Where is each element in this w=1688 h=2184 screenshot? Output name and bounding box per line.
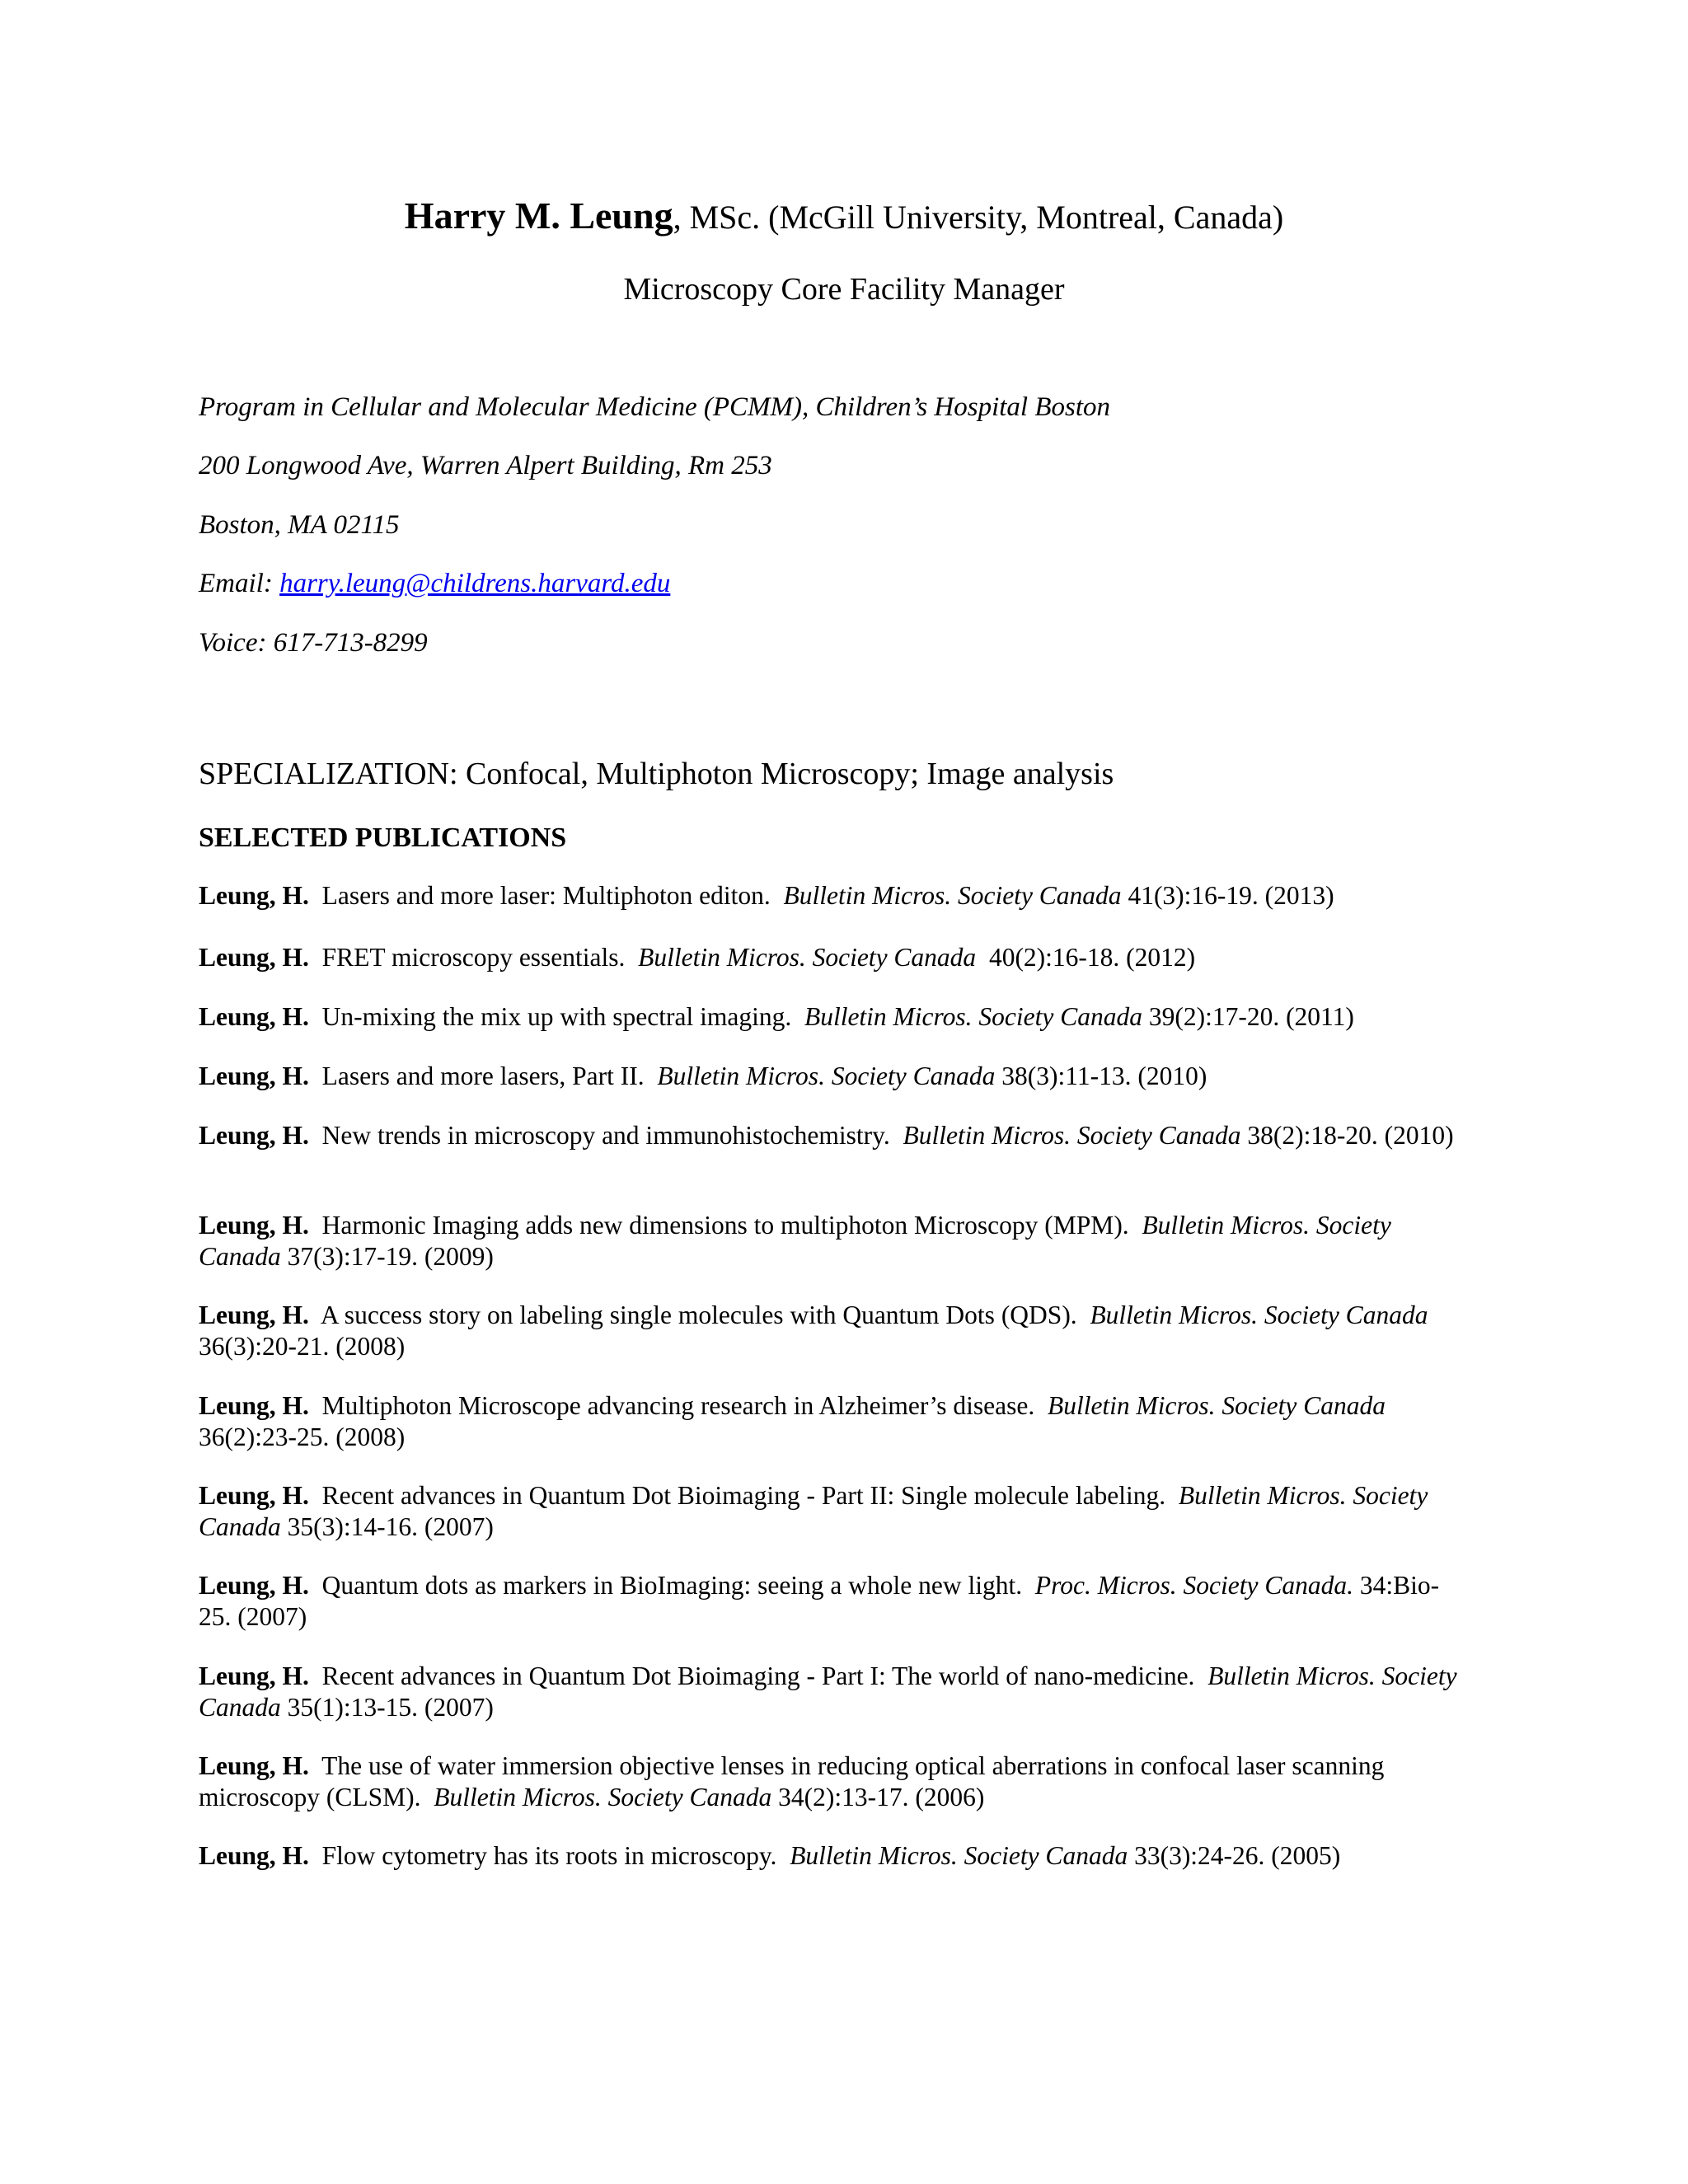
publication-journal: Bulletin Micros. Society Canada xyxy=(783,881,1122,910)
email-link[interactable]: harry.leung@childrens.harvard.edu xyxy=(279,569,671,598)
publication-journal: Bulletin Micros. Society Canada xyxy=(199,1481,1428,1541)
publication-ref: 35(3):14-16. (2007) xyxy=(287,1512,494,1541)
phone-line: Voice: 617-713-8299 xyxy=(199,628,428,658)
credentials: , MSc. (McGill University, Montreal, Canada) xyxy=(673,199,1284,236)
publication-item xyxy=(199,1300,1468,1362)
publication-ref: 33(3):24-26. (2005) xyxy=(1134,1841,1341,1870)
publication-author: Leung, H. xyxy=(199,1062,309,1090)
publication-ref: 35(1):13-15. (2007) xyxy=(287,1693,494,1722)
publication-author: Leung, H. xyxy=(199,1002,309,1031)
publication-author: Leung, H. xyxy=(199,1481,309,1510)
publication-journal: Bulletin Micros. Society Canada xyxy=(903,1121,1241,1150)
publication-item xyxy=(199,1001,1468,1033)
publication-title: A success story on labeling single molecules with Quantum Dots (QDS). xyxy=(320,1301,1077,1329)
publication-journal: Bulletin Micros. Society Canada xyxy=(434,1783,772,1811)
publication-title: Recent advances in Quantum Dot Bioimaging - Part I: The world of nano-medicine. xyxy=(321,1661,1195,1690)
publication-author: Leung, H. xyxy=(199,1121,309,1150)
publication-journal: Bulletin Micros. Society Canada xyxy=(804,1002,1142,1031)
publications-heading: SELECTED PUBLICATIONS xyxy=(199,823,567,853)
publication-title: Flow cytometry has its roots in microscopy. xyxy=(321,1841,777,1870)
publication-item xyxy=(199,1390,1468,1453)
publication-item xyxy=(199,1840,1468,1872)
publication-journal: Bulletin Micros. Society Canada xyxy=(790,1841,1128,1870)
publication-author: Leung, H. xyxy=(199,1751,309,1780)
address-line-city: Boston, MA 02115 xyxy=(199,510,400,540)
publication-journal: Bulletin Micros. Society Canada xyxy=(1090,1301,1428,1329)
publication-author: Leung, H. xyxy=(199,943,309,972)
publication-journal: Proc. Micros. Society Canada. xyxy=(1034,1571,1353,1600)
publication-ref: 34:Bio-25. (2007) xyxy=(199,1571,1440,1631)
publication-item xyxy=(199,1750,1468,1813)
publication-author: Leung, H. xyxy=(199,881,309,910)
specialization: SPECIALIZATION: Confocal, Multiphoton Microscopy; Image analysis xyxy=(199,757,1114,791)
publication-ref: 36(3):20-21. (2008) xyxy=(199,1332,406,1361)
publication-item xyxy=(199,1120,1468,1151)
person-name: Harry M. Leung xyxy=(404,194,673,237)
publication-title: Multiphoton Microscope advancing research in Alzheimer’s disease. xyxy=(321,1391,1035,1420)
publication-item xyxy=(199,1480,1468,1543)
publication-title: Harmonic Imaging adds new dimensions to multiphoton Microscopy (MPM). xyxy=(321,1211,1129,1240)
email-label: Email: xyxy=(199,569,280,598)
publication-journal: Bulletin Micros. Society Canada xyxy=(638,943,977,972)
publication-ref: 36(2):23-25. (2008) xyxy=(199,1422,406,1451)
publication-journal: Bulletin Micros. Society Canada xyxy=(657,1062,996,1090)
publication-title: Lasers and more lasers, Part II. xyxy=(321,1062,645,1090)
email-line xyxy=(199,567,670,600)
publication-author: Leung, H. xyxy=(199,1661,309,1690)
publication-item xyxy=(199,1570,1468,1633)
publication-author: Leung, H. xyxy=(199,1841,309,1870)
publication-title: Lasers and more laser: Multiphoton editon. xyxy=(321,881,771,910)
publication-ref: 40(2):16-18. (2012) xyxy=(988,943,1196,972)
publication-item xyxy=(199,1061,1468,1092)
publication-author: Leung, H. xyxy=(199,1211,309,1240)
publication-ref: 38(2):18-20. (2010) xyxy=(1247,1121,1454,1150)
publication-author: Leung, H. xyxy=(199,1571,309,1600)
publication-item xyxy=(199,1661,1468,1723)
publication-ref: 37(3):17-19. (2009) xyxy=(287,1242,494,1271)
publication-item xyxy=(199,1210,1468,1272)
address-line-street: 200 Longwood Ave, Warren Alpert Building, Rm 253 xyxy=(199,451,772,480)
publication-journal: Bulletin Micros. Society Canada xyxy=(1047,1391,1386,1420)
publication-ref: 34(2):13-17. (2006) xyxy=(778,1783,985,1811)
publication-title: New trends in microscopy and immunohistochemistry. xyxy=(321,1121,890,1150)
publication-ref: 41(3):16-19. (2013) xyxy=(1128,881,1334,910)
publication-journal: Bulletin Micros. Society Canada xyxy=(199,1661,1457,1722)
publication-author: Leung, H. xyxy=(199,1391,309,1420)
publication-author: Leung, H. xyxy=(199,1301,309,1329)
publication-title: FRET microscopy essentials. xyxy=(321,943,626,972)
publication-title: Un-mixing the mix up with spectral imaging. xyxy=(321,1002,792,1031)
publication-title: Quantum dots as markers in BioImaging: seeing a whole new light. xyxy=(321,1571,1023,1600)
publication-title: The use of water immersion objective lenses in reducing optical aberrations in confocal laser scanning microscopy (CLSM). xyxy=(199,1751,1385,1811)
publication-journal: Bulletin Micros. Society Canada xyxy=(199,1211,1391,1271)
publication-title: Recent advances in Quantum Dot Bioimaging - Part II: Single molecule labeling. xyxy=(321,1481,1166,1510)
job-title: Microscopy Core Facility Manager xyxy=(623,272,1065,307)
address-line-institution: Program in Cellular and Molecular Medicine (PCMM), Children’s Hospital Boston xyxy=(199,392,1111,422)
publication-ref: 39(2):17-20. (2011) xyxy=(1148,1002,1354,1031)
publication-item xyxy=(199,880,1468,912)
publication-ref: 38(3):11-13. (2010) xyxy=(1001,1062,1207,1090)
publication-item xyxy=(199,942,1468,973)
cv-title xyxy=(0,196,1688,237)
